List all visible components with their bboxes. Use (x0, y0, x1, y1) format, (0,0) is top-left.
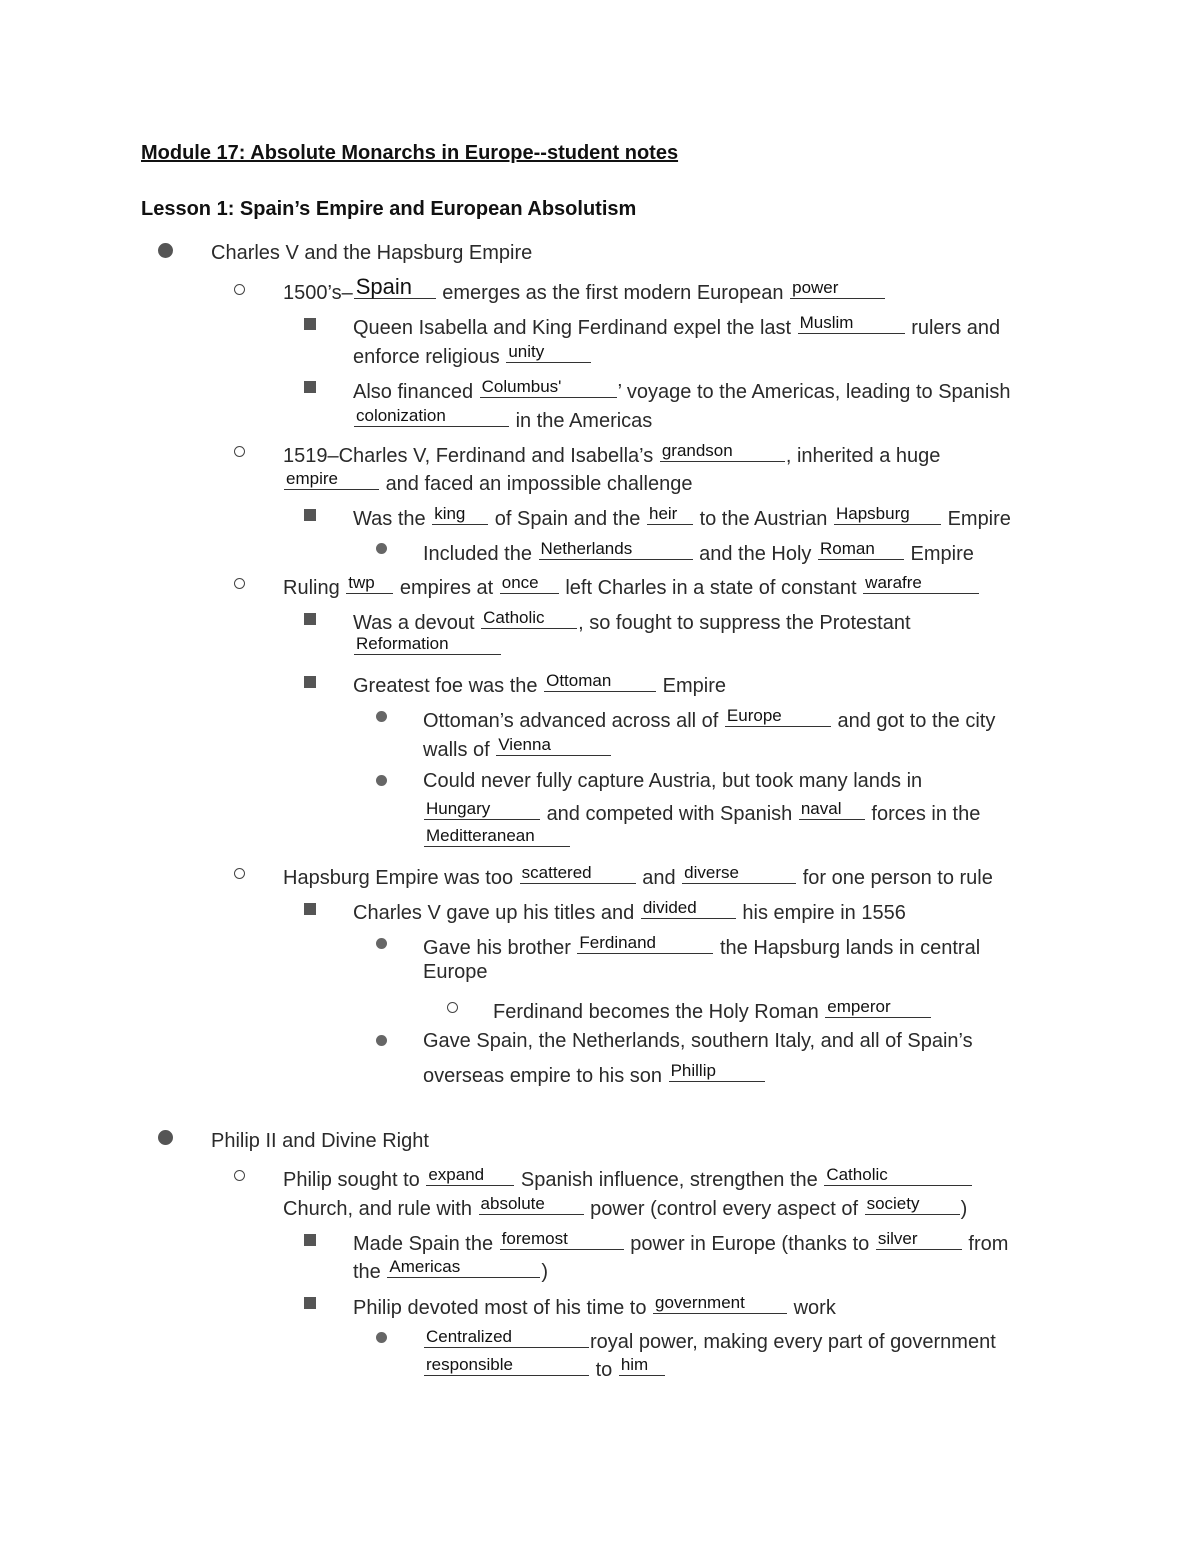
fill-blank[interactable]: emperor (825, 995, 931, 1018)
note-line: Centralized royal power, making every part of government (426, 1327, 996, 1353)
fill-blank[interactable]: Spain (354, 276, 436, 299)
note-line: Gave Spain, the Netherlands, southern Italy, and all of Spain’s (423, 1030, 973, 1052)
note-line: enforce religious unity (353, 340, 592, 369)
square-bullet-icon (304, 613, 316, 625)
note-line: Hapsburg Empire was too scattered and diverse for one person to rule (283, 863, 993, 889)
fill-blank[interactable]: heir (647, 502, 693, 525)
fill-blank[interactable]: once (500, 571, 559, 594)
fill-blank[interactable]: king (432, 502, 488, 525)
note-line: Ferdinand becomes the Holy Roman emperor (493, 995, 932, 1024)
fill-blank[interactable]: Netherlands (539, 537, 693, 560)
hollow-circle-bullet-icon (234, 578, 245, 589)
note-line: Ruling twp empires at once left Charles in a state of constant warafre (283, 571, 980, 600)
note-line: Philip sought to expand Spanish influence, strengthen the Catholic (283, 1163, 973, 1192)
fill-blank[interactable]: unity (506, 340, 591, 363)
note-line: 1500’s– Spain emerges as the first modern European power (283, 276, 886, 305)
fill-blank[interactable]: Meditteranean (424, 824, 570, 847)
hollow-circle-bullet-icon (447, 1002, 458, 1013)
note-line: Charles V gave up his titles and divided his empire in 1556 (353, 898, 906, 924)
fill-blank[interactable]: government (653, 1291, 787, 1314)
fill-blank[interactable]: Hungary (424, 797, 540, 820)
note-line: the Americas ) (353, 1257, 549, 1283)
fill-blank[interactable]: divided (641, 896, 736, 919)
fill-blank[interactable]: Vienna (496, 733, 611, 756)
fill-blank[interactable]: Catholic (824, 1163, 972, 1186)
filled-circle-bullet-icon (158, 1130, 173, 1145)
fill-blank[interactable]: Americas (387, 1255, 540, 1278)
fill-blank[interactable]: twp (346, 571, 393, 594)
filled-dot-bullet-icon (376, 1332, 387, 1343)
fill-blank[interactable]: society (865, 1192, 960, 1215)
fill-blank[interactable]: foremost (500, 1227, 624, 1250)
section-heading: Philip II and Divine Right (211, 1130, 429, 1152)
square-bullet-icon (304, 1297, 316, 1309)
hollow-circle-bullet-icon (234, 446, 245, 457)
fill-blank[interactable]: power (790, 276, 885, 299)
note-line: Included the Netherlands and the Holy Roman Empire (423, 539, 974, 565)
note-line: Queen Isabella and King Ferdinand expel the last Muslim rulers and (353, 313, 1001, 339)
note-line: colonization in the Americas (356, 406, 653, 432)
fill-blank[interactable]: Phillip (669, 1059, 765, 1082)
hollow-circle-bullet-icon (234, 1170, 245, 1181)
filled-dot-bullet-icon (376, 711, 387, 722)
fill-blank[interactable]: silver (876, 1227, 962, 1250)
fill-blank[interactable]: Centralized (424, 1325, 589, 1348)
note-line: Europe (423, 961, 488, 983)
square-bullet-icon (304, 318, 316, 330)
note-line: walls of Vienna (423, 733, 612, 762)
square-bullet-icon (304, 381, 316, 393)
hollow-circle-bullet-icon (234, 284, 245, 295)
hollow-circle-bullet-icon (234, 868, 245, 879)
note-line: Was the king of Spain and the heir to the Austrian Hapsburg Empire (353, 504, 1011, 530)
fill-blank[interactable]: warafre (863, 571, 979, 594)
note-line: overseas empire to his son Phillip (423, 1059, 766, 1088)
fill-blank[interactable]: Columbus' (480, 375, 617, 398)
fill-blank[interactable]: responsible (424, 1353, 589, 1376)
note-line (423, 824, 571, 853)
section-heading: Charles V and the Hapsburg Empire (211, 242, 533, 264)
fill-blank[interactable]: Hapsburg (834, 502, 941, 525)
note-line: Gave his brother Ferdinand the Hapsburg lands in central (423, 933, 981, 959)
fill-blank[interactable]: Muslim (798, 311, 905, 334)
fill-blank[interactable]: grandson (660, 439, 785, 462)
filled-dot-bullet-icon (376, 543, 387, 554)
note-line: empire and faced an impossible challenge (286, 469, 693, 495)
fill-blank[interactable]: empire (284, 467, 379, 490)
square-bullet-icon (304, 903, 316, 915)
note-line: 1519–Charles V, Ferdinand and Isabella’s grandson , inherited a huge (283, 441, 941, 467)
note-line: Ottoman’s advanced across all of Europe and got to the city (423, 706, 996, 732)
document-title: Module 17: Absolute Monarchs in Europe--student notes (141, 142, 679, 164)
note-line: Greatest foe was the Ottoman Empire (353, 671, 727, 697)
note-line: Philip devoted most of his time to government work (353, 1293, 836, 1319)
lesson-heading: Lesson 1: Spain’s Empire and European Absolutism (141, 198, 637, 220)
fill-blank[interactable]: Roman (818, 537, 904, 560)
filled-dot-bullet-icon (376, 1035, 387, 1046)
fill-blank[interactable]: expand (426, 1163, 514, 1186)
fill-blank[interactable]: Reformation (354, 632, 501, 655)
filled-circle-bullet-icon (158, 243, 173, 258)
filled-dot-bullet-icon (376, 938, 387, 949)
filled-dot-bullet-icon (376, 775, 387, 786)
note-line: responsible to him (423, 1353, 666, 1382)
note-line: Could never fully capture Austria, but took many lands in (423, 770, 923, 792)
fill-blank[interactable]: absolute (479, 1192, 584, 1215)
note-line: Also financed Columbus' ’ voyage to the Americas, leading to Spanish (353, 377, 1011, 403)
fill-blank[interactable]: Ottoman (544, 669, 656, 692)
note-line: Made Spain the foremost power in Europe (thanks to silver from (353, 1229, 1009, 1255)
fill-blank[interactable]: Catholic (481, 606, 577, 629)
fill-blank[interactable]: colonization (354, 404, 509, 427)
note-line: Church, and rule with absolute power (control every aspect of society ) (283, 1194, 968, 1220)
fill-blank[interactable]: Europe (725, 704, 831, 727)
fill-blank[interactable]: Ferdinand (577, 931, 713, 954)
fill-blank[interactable]: him (619, 1353, 665, 1376)
fill-blank[interactable]: diverse (682, 861, 796, 884)
note-line: Hungary and competed with Spanish naval forces in the (426, 799, 981, 825)
note-line (353, 632, 502, 661)
fill-blank[interactable]: naval (799, 797, 865, 820)
square-bullet-icon (304, 676, 316, 688)
square-bullet-icon (304, 1234, 316, 1246)
fill-blank[interactable]: scattered (520, 861, 636, 884)
square-bullet-icon (304, 509, 316, 521)
note-line: Was a devout Catholic , so fought to suppress the Protestant (353, 608, 911, 634)
